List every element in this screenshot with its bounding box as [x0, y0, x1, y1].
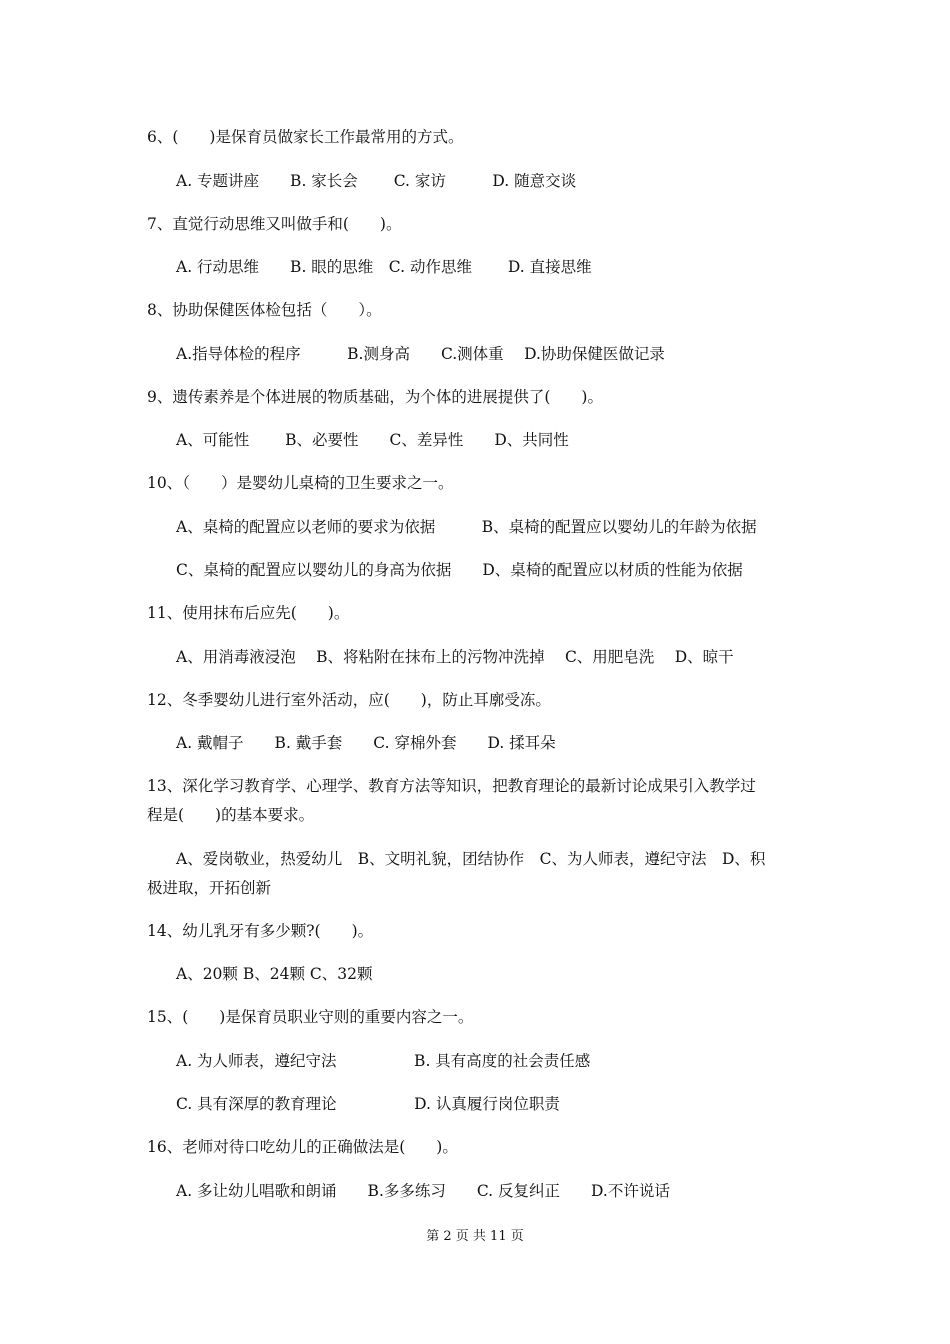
question-7-options: A. 行动思维 B. 眼的思维 C. 动作思维 D. 直接思维: [176, 258, 592, 276]
question-10: 10、（ ）是婴幼儿桌椅的卫生要求之一。: [147, 474, 454, 492]
question-8-options: A.指导体检的程序 B.测身高 C.测体重 D.协助保健医做记录: [176, 345, 665, 363]
question-11-options: A、用消毒液浸泡 B、将粘附在抹布上的污物冲洗掉 C、用肥皂洗 D、晾干: [176, 648, 734, 666]
question-13-options-row2: 极进取，开拓创新: [147, 879, 272, 897]
question-8: 8、协助保健医体检包括（ ）。: [147, 301, 382, 319]
question-14-options: A、20颗 B、24颗 C、32颗: [176, 965, 373, 983]
question-12-options: A. 戴帽子 B. 戴手套 C. 穿棉外套 D. 揉耳朵: [176, 734, 556, 752]
question-6: 6、( )是保育员做家长工作最常用的方式。: [147, 128, 464, 146]
question-15-options-row1: A. 为人师表，遵纪守法 B. 具有高度的社会责任感: [176, 1052, 591, 1070]
question-7: 7、直觉行动思维又叫做手和( )。: [147, 215, 402, 233]
question-15: 15、( )是保育员职业守则的重要内容之一。: [147, 1008, 474, 1026]
question-9-options: A、可能性 B、必要性 C、差异性 D、共同性: [176, 431, 569, 449]
question-10-options-row2: C、桌椅的配置应以婴幼儿的身高为依据 D、桌椅的配置应以材质的性能为依据: [176, 561, 743, 579]
question-13-continued: 程是( )的基本要求。: [147, 806, 315, 824]
question-16-options: A. 多让幼儿唱歌和朗诵 B.多多练习 C. 反复纠正 D.不许说话: [176, 1182, 670, 1200]
question-10-options-row1: A、桌椅的配置应以老师的要求为依据 B、桌椅的配置应以婴幼儿的年龄为依据: [176, 518, 757, 536]
question-11: 11、使用抹布后应先( )。: [147, 604, 350, 622]
question-12: 12、冬季婴幼儿进行室外活动，应( )，防止耳廓受冻。: [147, 691, 551, 709]
question-15-options-row2: C. 具有深厚的教育理论 D. 认真履行岗位职责: [176, 1095, 560, 1113]
question-13-options-row1: A、爱岗敬业，热爱幼儿 B、文明礼貌，团结协作 C、为人师表，遵纪守法 D、积: [176, 850, 766, 868]
question-9: 9、遗传素养是个体进展的物质基础，为个体的进展提供了( )。: [147, 388, 603, 406]
question-14: 14、幼儿乳牙有多少颗?( )。: [147, 922, 374, 940]
question-13: 13、深化学习教育学、心理学、教育方法等知识，把教育理论的最新讨论成果引入教学过: [147, 777, 756, 795]
question-16: 16、老师对待口吃幼儿的正确做法是( )。: [147, 1138, 458, 1156]
page-footer: 第 2 页 共 11 页: [426, 1229, 524, 1244]
question-6-options: A. 专题讲座 B. 家长会 C. 家访 D. 随意交谈: [176, 172, 577, 190]
